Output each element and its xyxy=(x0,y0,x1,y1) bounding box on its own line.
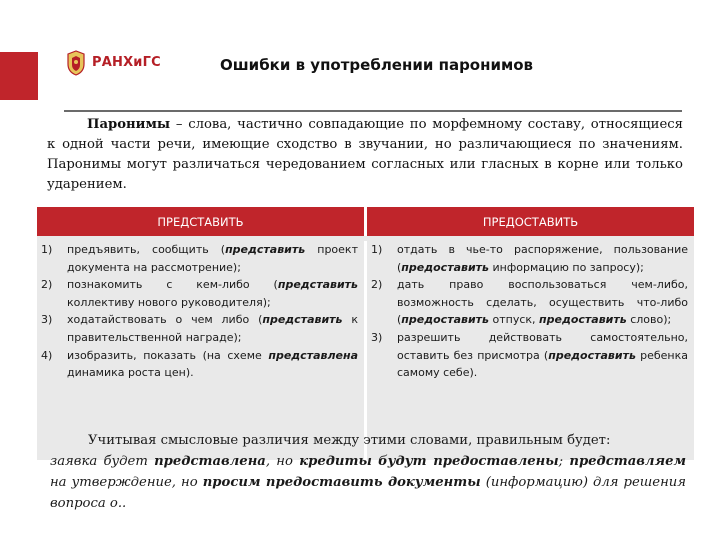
header-predstavit: ПРЕДСТАВИТЬ xyxy=(37,207,367,236)
item-text: дать право воспользоваться чем-либо, возможность сделать, осуществить что-либо (предоставить отпуск, предоставить слово); xyxy=(397,278,688,327)
header-predostavit: ПРЕДОСТАВИТЬ xyxy=(482,214,579,229)
paronym-table xyxy=(37,207,694,460)
logo-text: РАНХиГС xyxy=(92,55,161,70)
table-body xyxy=(37,236,694,460)
slide-title: Ошибки в употреблении паронимов xyxy=(220,56,534,74)
item-text: разрешить действовать самостоятельно, оставить без присмотра (предоставить ребенка самому себе). xyxy=(397,330,688,380)
conclusion-example: заявка будет представлена, но кредиты будут предоставлены; представляем на утверждение, но просим предоставить документы (информацию) для решения вопроса о.. xyxy=(50,454,687,511)
logo xyxy=(66,50,161,76)
intro-term: Паронимы xyxy=(87,117,171,132)
item-number: 1) xyxy=(41,243,53,256)
item-text: познакомить с кем-либо (представить коллективу нового руководителя); xyxy=(67,278,358,309)
divider xyxy=(64,110,682,112)
item-number: 3) xyxy=(371,330,383,344)
intro-paragraph xyxy=(47,115,683,195)
item-number: 1) xyxy=(371,243,383,256)
conclusion-lead: Учитывая смысловые различия между этими словами, правильным будет: xyxy=(88,433,611,448)
item-number: 3) xyxy=(41,313,53,327)
column-predstavit xyxy=(37,241,367,460)
list-item xyxy=(371,241,688,276)
item-text: изобразить, показать (на схеме представлена динамика роста цен). xyxy=(67,348,358,380)
list-item xyxy=(371,329,688,382)
item-text: ходатайствовать о чем либо (представить к правительственной награде); xyxy=(67,313,358,344)
column-predostavit xyxy=(367,241,694,460)
list-item xyxy=(371,276,688,329)
list-item xyxy=(41,241,358,276)
intro-text: – слова, частично совпадающие по морфемному составу, относящиеся к одной части речи, имеющие сходство в звучании, но различающиеся по значениям. Паронимы могут различаться чередованием согласных или гласных в корне или только ударением. xyxy=(47,117,683,192)
conclusion-paragraph xyxy=(50,430,686,514)
item-number: 2) xyxy=(41,278,53,292)
list-item xyxy=(41,276,358,311)
item-number: 4) xyxy=(41,348,53,362)
emblem-icon xyxy=(66,50,86,76)
item-text: отдать в чье-то распоряжение, пользование (предоставить информацию по запросу); xyxy=(397,243,688,274)
accent-strip xyxy=(0,52,38,100)
table-header xyxy=(37,207,694,236)
item-text: предъявить, сообщить (представить проект документа на рассмотрение); xyxy=(67,243,358,274)
list-item xyxy=(41,311,358,346)
list-item xyxy=(41,347,358,382)
item-number: 2) xyxy=(371,278,383,292)
